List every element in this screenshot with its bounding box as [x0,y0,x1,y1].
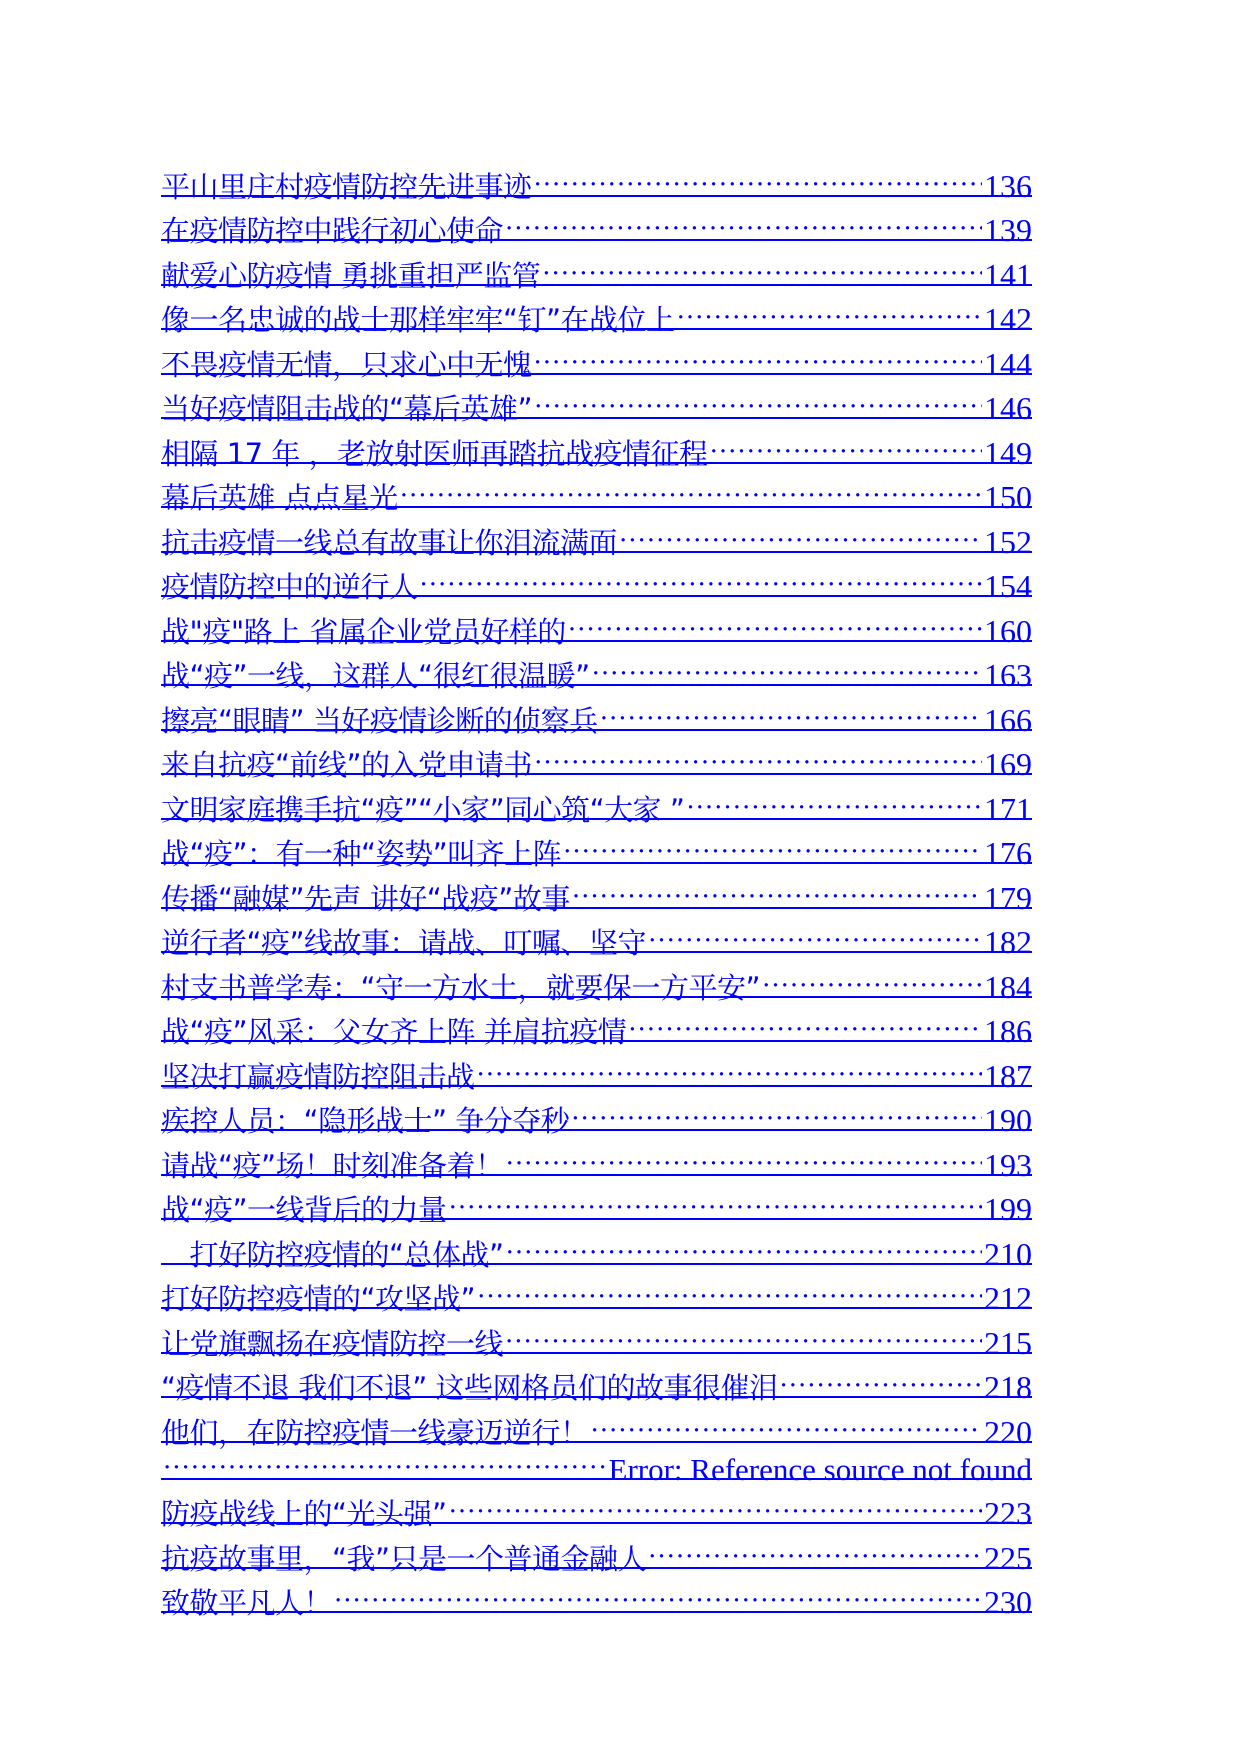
toc-entry-title: 坚决打赢疫情防控阻击战 [161,1059,475,1094]
toc-dot-leader [619,508,982,553]
toc-entry-title: 他们，在防控疫情一线豪迈逆行！ [161,1415,589,1450]
toc-page-number: 190 [984,1102,1032,1138]
toc-dot-leader [542,241,982,286]
toc-entry-title: 战“疫”一线，这群人“很红很温暖” [161,659,590,693]
toc-page-number: 220 [984,1413,1032,1450]
toc-entry-title: 平山里庄村疫情防控先进事迹 [161,169,532,204]
toc-entry-title: 战"疫"路上 省属企业党员好样的 [161,614,566,649]
toc-page-number: 182 [984,924,1032,960]
toc-page-number: 152 [984,523,1032,560]
toc-entry-title: 像一名忠诚的战士那样牢牢“钉”在战位上 [161,303,675,337]
toc-dot-leader [762,953,982,998]
toc-dot-leader [648,1524,982,1569]
toc-entry-title: 擦亮“眼睛” 当好疫情诊断的侦察兵 [161,703,598,738]
toc-dot-leader [563,820,982,865]
toc-dot-leader [780,1354,983,1399]
toc-entry-broken-reference[interactable] [161,1443,1032,1487]
toc-entry-title: 相隔 17 年 ，老放射医师再踏抗战疫情征程 [161,436,708,471]
toc-entry-title: 让党旗飘扬在疫情防控一线 [161,1326,504,1361]
toc-entry-title: 幕后英雄 点点星光 [161,481,398,515]
toc-dot-leader [686,775,982,820]
toc-page-number: 169 [984,746,1032,782]
toc-dot-leader [420,553,982,598]
toc-entry-title: 抗击疫情一线总有故事让你泪流满面 [161,525,618,560]
toc-dot-leader [571,1087,982,1132]
toc-page-number: 225 [984,1539,1032,1576]
toc-page-number: 142 [984,301,1032,337]
toc-entry-title: 来自抗疫“前线”的入党申请书 [161,748,533,782]
toc-entry[interactable] [161,1480,1032,1531]
toc-page-number: 223 [984,1495,1032,1531]
toc-page-number: 139 [984,212,1032,248]
toc-dot-leader [534,731,982,776]
toc-dot-leader [628,998,982,1043]
toc-dot-leader [505,1309,982,1354]
toc-dot-leader [163,1443,607,1480]
toc-dot-leader [677,286,982,331]
toc-page-number: 193 [984,1146,1032,1183]
toc-page-number: 171 [984,790,1032,827]
toc-page-number: 160 [984,612,1032,649]
toc-entry-title: 抗疫故事里，“我”只是一个普通金融人 [161,1541,647,1576]
toc-page-number: 186 [984,1013,1032,1049]
toc-dot-leader [591,1398,982,1443]
toc-entry-title: 当好疫情阻击战的“幕后英雄” [161,392,533,426]
toc-entry-title: 文明家庭携手抗“疫”“小家”同心筑“大家 ” [161,792,685,827]
toc-page-number: 218 [984,1369,1032,1405]
toc-page-number: 141 [984,256,1032,293]
toc-entry-title: 传播“融媒”先声 讲好“战疫”故事 [161,881,570,916]
toc-dot-leader [534,152,982,197]
toc-dot-leader [592,642,982,687]
toc-entry-title: 疫情防控中的逆行人 [161,570,418,604]
table-of-contents [161,152,1032,1620]
toc-dot-leader [449,1480,982,1525]
toc-page-number: 154 [984,568,1032,604]
toc-dot-leader [710,419,982,464]
toc-entry-title: 防疫战线上的“光头强” [161,1497,447,1531]
toc-entry-title: 不畏疫情无情，只求心中无愧 [161,347,532,382]
toc-page-number: 166 [984,701,1032,738]
toc-dot-leader [534,375,982,420]
toc-dot-leader [648,909,982,954]
toc-error-message: Error: Reference source not found [608,1451,1032,1487]
toc-page-number: 212 [984,1280,1032,1316]
toc-entry-title: 战“疫”风采：父女齐上阵 并肩抗疫情 [161,1015,627,1049]
toc-page-number: 187 [984,1057,1032,1094]
toc-page-number: 179 [984,879,1032,916]
toc-dot-leader [477,1042,982,1087]
toc-entry-title: 献爱心防疫情 勇挑重担严监管 [161,258,541,293]
toc-entry[interactable] [161,152,1032,204]
toc-page-number: 210 [984,1235,1032,1272]
toc-page-number: 136 [984,167,1032,204]
toc-dot-leader [506,1220,982,1265]
toc-page-number: 144 [984,345,1032,382]
toc-entry-title: 战“疫”：有一种“姿势”叫齐上阵 [161,837,562,871]
toc-entry-title: 请战“疫”场！时刻准备着！ [161,1148,504,1183]
toc-entry-title: 战“疫”一线背后的力量 [161,1193,447,1227]
toc-dot-leader [505,197,982,242]
toc-entry-title: 村支书普学寿：“守一方水土，就要保一方平安” [161,970,761,1005]
toc-entry-title: “疫情不退 我们不退” 这些网格员们的故事很催泪 [161,1371,778,1405]
toc-dot-leader [600,686,982,731]
toc-entry-title: 打好防控疫情的“攻坚战” [161,1282,476,1316]
toc-page-number: 176 [984,835,1032,871]
toc-entry-title: 打好防控疫情的“总体战” [161,1237,504,1272]
toc-dot-leader [568,597,982,642]
toc-page-number: 184 [984,968,1032,1005]
toc-dot-leader [572,864,982,909]
toc-entry-title: 致敬平凡人！ [161,1586,333,1620]
toc-entry-title: 在疫情防控中践行初心使命 [161,214,504,248]
toc-page-number: 230 [984,1584,1032,1620]
toc-entry-title: 逆行者“疫”线故事：请战、叮嘱、坚守 [161,926,647,960]
toc-page-number: 199 [984,1191,1032,1227]
toc-dot-leader [477,1265,982,1310]
toc-entry-title: 疾控人员：“隐形战士” 争分夺秒 [161,1104,570,1138]
toc-dot-leader [334,1569,982,1614]
toc-page-number: 149 [984,434,1032,471]
toc-page-number: 150 [984,479,1032,515]
toc-dot-leader [449,1176,982,1221]
toc-page-number: 146 [984,390,1032,426]
toc-dot-leader [400,464,982,509]
toc-dot-leader [506,1131,982,1176]
toc-dot-leader [534,330,982,375]
toc-page-number: 215 [984,1324,1032,1361]
toc-page-number: 163 [984,657,1032,693]
